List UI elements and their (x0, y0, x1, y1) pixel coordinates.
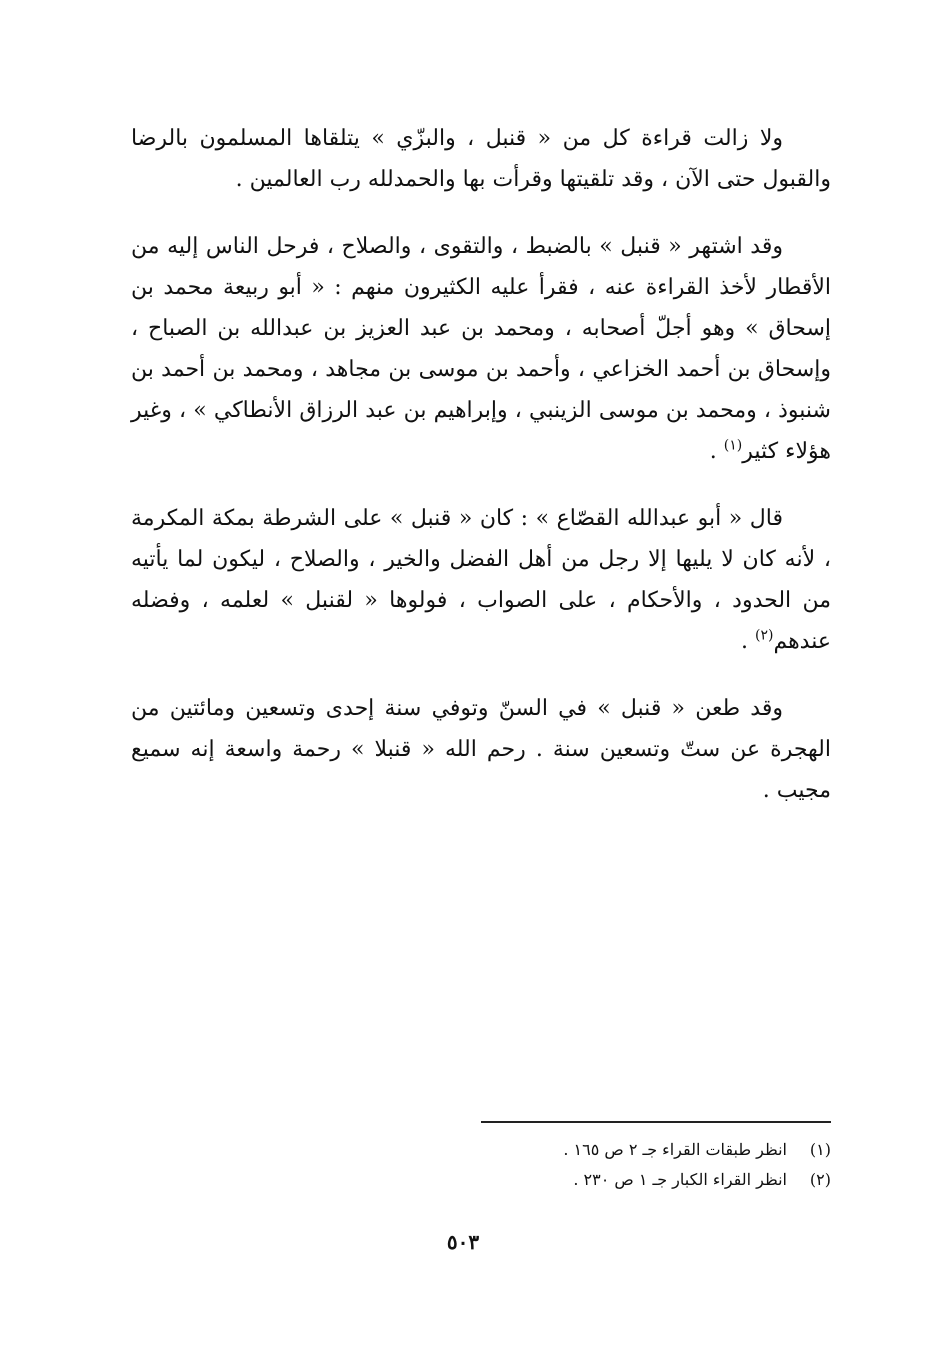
main-text (131, 118, 831, 837)
footnote-ref-2: (٢) (754, 627, 774, 644)
footnote-1 (431, 1135, 831, 1165)
footnotes (431, 1135, 831, 1195)
paragraph-3-end: . (740, 629, 755, 654)
footnote-2 (431, 1165, 831, 1195)
footnote-1-number: (١) (809, 1140, 831, 1159)
paragraph-1-text: ولا زالت قراءة كل من « قنبل ، والبزّي » يتلقاها المسلمون بالرضا والقبول حتى الآن ، وقد تلقيتها وقرأت بها والحمدلله رب العالمين . (131, 126, 831, 192)
footnote-2-number: (٢) (809, 1170, 831, 1189)
paragraph-2-end: . (709, 439, 724, 464)
footnote-divider (481, 1121, 831, 1123)
paragraph-3 (131, 498, 831, 662)
page-number: ٥٠٣ (446, 1230, 480, 1254)
footnote-1-text: انظر طبقات القراء جـ ٢ ص ١٦٥ . (563, 1140, 787, 1159)
paragraph-2-text: وقد اشتهر « قنبل » بالضبط ، والتقوى ، والصلاح ، فرحل الناس إليه من الأقطار لأخذ القراءة عنه ، فقرأ عليه الكثيرون منهم : « أبو ربيعة محمد بن إسحاق » وهو أجلّ أصحابه ، ومحمد بن عبد العزيز بن عبدالله بن الصباح ، وإسحاق بن أحمد الخزاعي ، وأحمد بن موسى بن مجاهد ، ومحمد بن أحمد بن شنبوذ ، ومحمد بن موسى الزينبي ، وإبراهيم بن عبد الرزاق الأنطاكي » ، وغير هؤلاء كثير (131, 234, 831, 464)
footnote-2-text: انظر القراء الكبار جـ ١ ص ٢٣٠ . (573, 1170, 787, 1189)
paragraph-1 (131, 118, 831, 200)
paragraph-3-text: قال « أبو عبدالله القصّاع » : كان « قنبل » على الشرطة بمكة المكرمة ، لأنه كان لا يليها إلا رجل من أهل الفضل والخير ، والصلاح ، ليكون لما يأتيه من الحدود ، والأحكام ، على الصواب ، فولوها « لقنبل » لعلمه ، وفضله عندهم (131, 506, 831, 654)
paragraph-2 (131, 226, 831, 472)
paragraph-4 (131, 688, 831, 811)
footnote-ref-1: (١) (723, 437, 743, 454)
paragraph-4-text: وقد طعن « قنبل » في السنّ وتوفي سنة إحدى وتسعين ومائتين من الهجرة عن ستّ وتسعين سنة . رحم الله « قنبلا » رحمة واسعة إنه سميع مجيب . (131, 696, 831, 803)
